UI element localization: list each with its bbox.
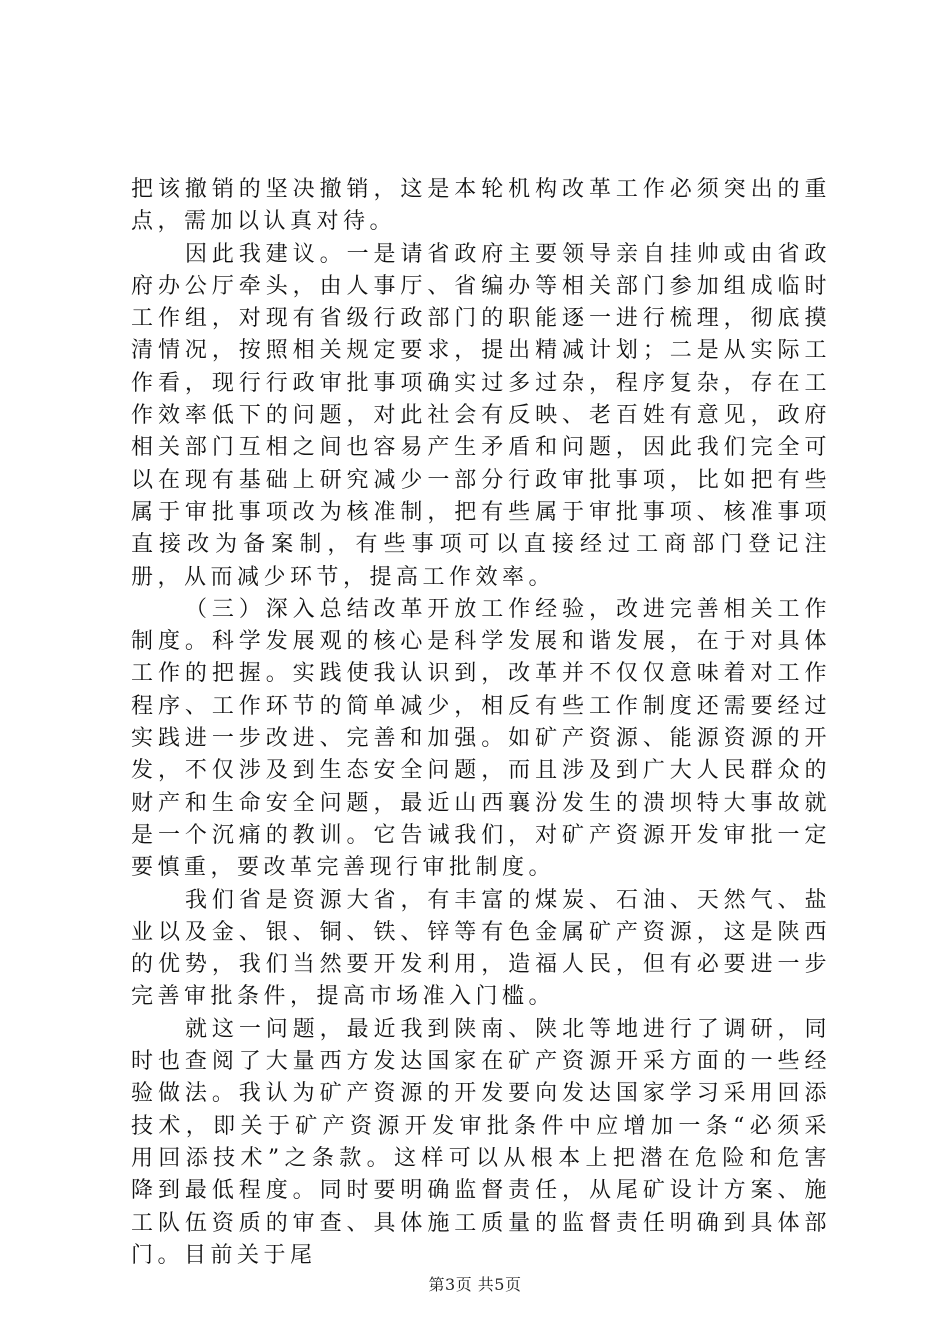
document-body	[131, 174, 831, 1272]
paragraph-research: 就这一问题，最近我到陕南、陕北等地进行了调研，同时也查阅了大量西方发达国家在矿产资源开采方面的一些经验做法。我认为矿产资源的开发要向发达国家学习采用回添技术，即关于矿产资源开发审批条件中应增加一条“必须采用回添技术”之条款。这样可以从根本上把潜在危险和危害降到最低程度。同时要明确监督责任，从尾矿设计方案、施工队伍资质的审查、具体施工质量的监督责任明确到具体部门。目前关于尾	[131, 1016, 831, 1268]
paragraph-resources: 我们省是资源大省，有丰富的煤炭、石油、天然气、盐业以及金、银、铜、铁、锌等有色金属矿产资源，这是陕西的优势，我们当然要开发利用，造福人民，但有必要进一步完善审批条件，提高市场准入门槛。	[131, 887, 831, 1010]
page-number-footer: 第3页 共5页	[428, 1275, 522, 1294]
paragraph-section-three: （三）深入总结改革开放工作经验，改进完善相关工作制度。科学发展观的核心是科学发展和谐发展，在于对具体工作的把握。实践使我认识到，改革并不仅仅意味着对工作程序、工作环节的简单减少，相反有些工作制度还需要经过实践进一步改进、完善和加强。如矿产资源、能源资源的开发，不仅涉及到生态安全问题，而且涉及到广大人民群众的财产和生命安全问题，最近山西襄汾发生的溃坝特大事故就是一个沉痛的教训。它告诫我们，对矿产资源开发审批一定要慎重，要改革完善现行审批制度。	[131, 596, 831, 881]
paragraph-recommendation: 因此我建议。一是请省政府主要领导亲自挂帅或由省政府办公厅牵头，由人事厅、省编办等相关部门参加组成临时工作组，对现有省级行政部门的职能逐一进行梳理，彻底摸清情况，按照相关规定要求，提出精减计划；二是从实际工作看，现行行政审批事项确实过多过杂，程序复杂，存在工作效率低下的问题，对此社会有反映、老百姓有意见，政府相关部门互相之间也容易产生矛盾和问题，因此我们完全可以在现有基础上研究减少一部分行政审批事项，比如把有些属于审批事项改为核准制，把有些属于审批事项、核准事项直接改为备案制，有些事项可以直接经过工商部门登记注册，从而减少环节，提高工作效率。	[131, 241, 831, 590]
paragraph-continuation: 把该撤销的坚决撤销，这是本轮机构改革工作必须突出的重点，需加以认真对待。	[131, 177, 831, 235]
